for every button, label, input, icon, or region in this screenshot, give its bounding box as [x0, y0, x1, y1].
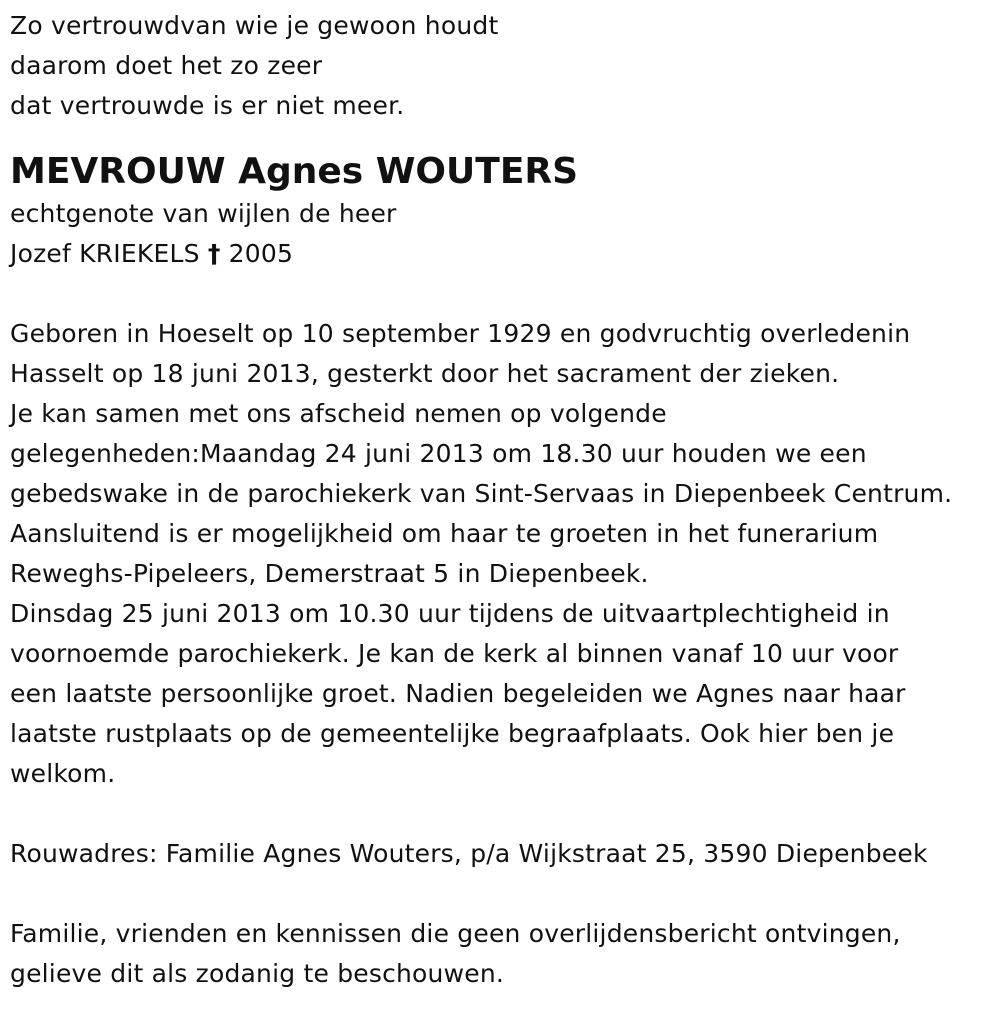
spouse-death-year: 2005: [228, 239, 294, 268]
poem-line: Zo vertrouwdvan wie je gewoon houdt: [10, 11, 499, 40]
spacer: [10, 794, 995, 834]
spouse-line: [10, 234, 995, 274]
mourning-address: Rouwadres: Familie Agnes Wouters, p/a Wijkstraat 25, 3590 Diepenbeek: [10, 839, 928, 868]
closing-line: Familie, vrienden en kennissen die geen overlijdensbericht ontvingen,: [10, 919, 901, 948]
announcement: [10, 314, 995, 794]
announcement-line: voornoemde parochiekerk. Je kan de kerk al binnen vanaf 10 uur voor: [10, 639, 899, 668]
poem-line: dat vertrouwde is er niet meer.: [10, 91, 405, 120]
announcement-line: Geboren in Hoeselt op 10 september 1929 en godvruchtig overledenin: [10, 319, 911, 348]
announcement-line: een laatste persoonlijke groet. Nadien begeleiden we Agnes naar haar: [10, 679, 906, 708]
announcement-line: gelegenheden:Maandag 24 juni 2013 om 18.30 uur houden we een: [10, 439, 867, 468]
obituary-notice: [10, 6, 995, 994]
spacer: [10, 874, 995, 914]
announcement-line: Hasselt op 18 juni 2013, gesterkt door het sacrament der zieken.: [10, 359, 840, 388]
relation-text: echtgenote van wijlen de heer: [10, 199, 397, 228]
announcement-line: Je kan samen met ons afscheid nemen op volgende: [10, 399, 667, 428]
poem-line: daarom doet het zo zeer: [10, 51, 323, 80]
announcement-line: laatste rustplaats op de gemeentelijke begraafplaats. Ook hier ben je: [10, 719, 895, 748]
announcement-line: Reweghs-Pipeleers, Demerstraat 5 in Diepenbeek.: [10, 559, 649, 588]
announcement-line: Dinsdag 25 juni 2013 om 10.30 uur tijdens de uitvaartplechtigheid in: [10, 599, 890, 628]
announcement-line: Aansluitend is er mogelijkheid om haar te groeten in het funerarium: [10, 519, 879, 548]
announcement-line: gebedswake in de parochiekerk van Sint-Servaas in Diepenbeek Centrum.: [10, 479, 953, 508]
deceased-name: MEVROUW Agnes WOUTERS: [10, 151, 579, 192]
spacer: [10, 126, 995, 150]
cross-icon: †: [207, 239, 221, 268]
spouse-name: Jozef KRIEKELS: [10, 239, 200, 268]
poem: [10, 6, 995, 126]
announcement-line: welkom.: [10, 759, 116, 788]
closing-note: [10, 914, 995, 994]
closing-line: gelieve dit als zodanig te beschouwen.: [10, 959, 505, 988]
spacer: [10, 274, 995, 314]
deceased-block: [10, 150, 995, 274]
